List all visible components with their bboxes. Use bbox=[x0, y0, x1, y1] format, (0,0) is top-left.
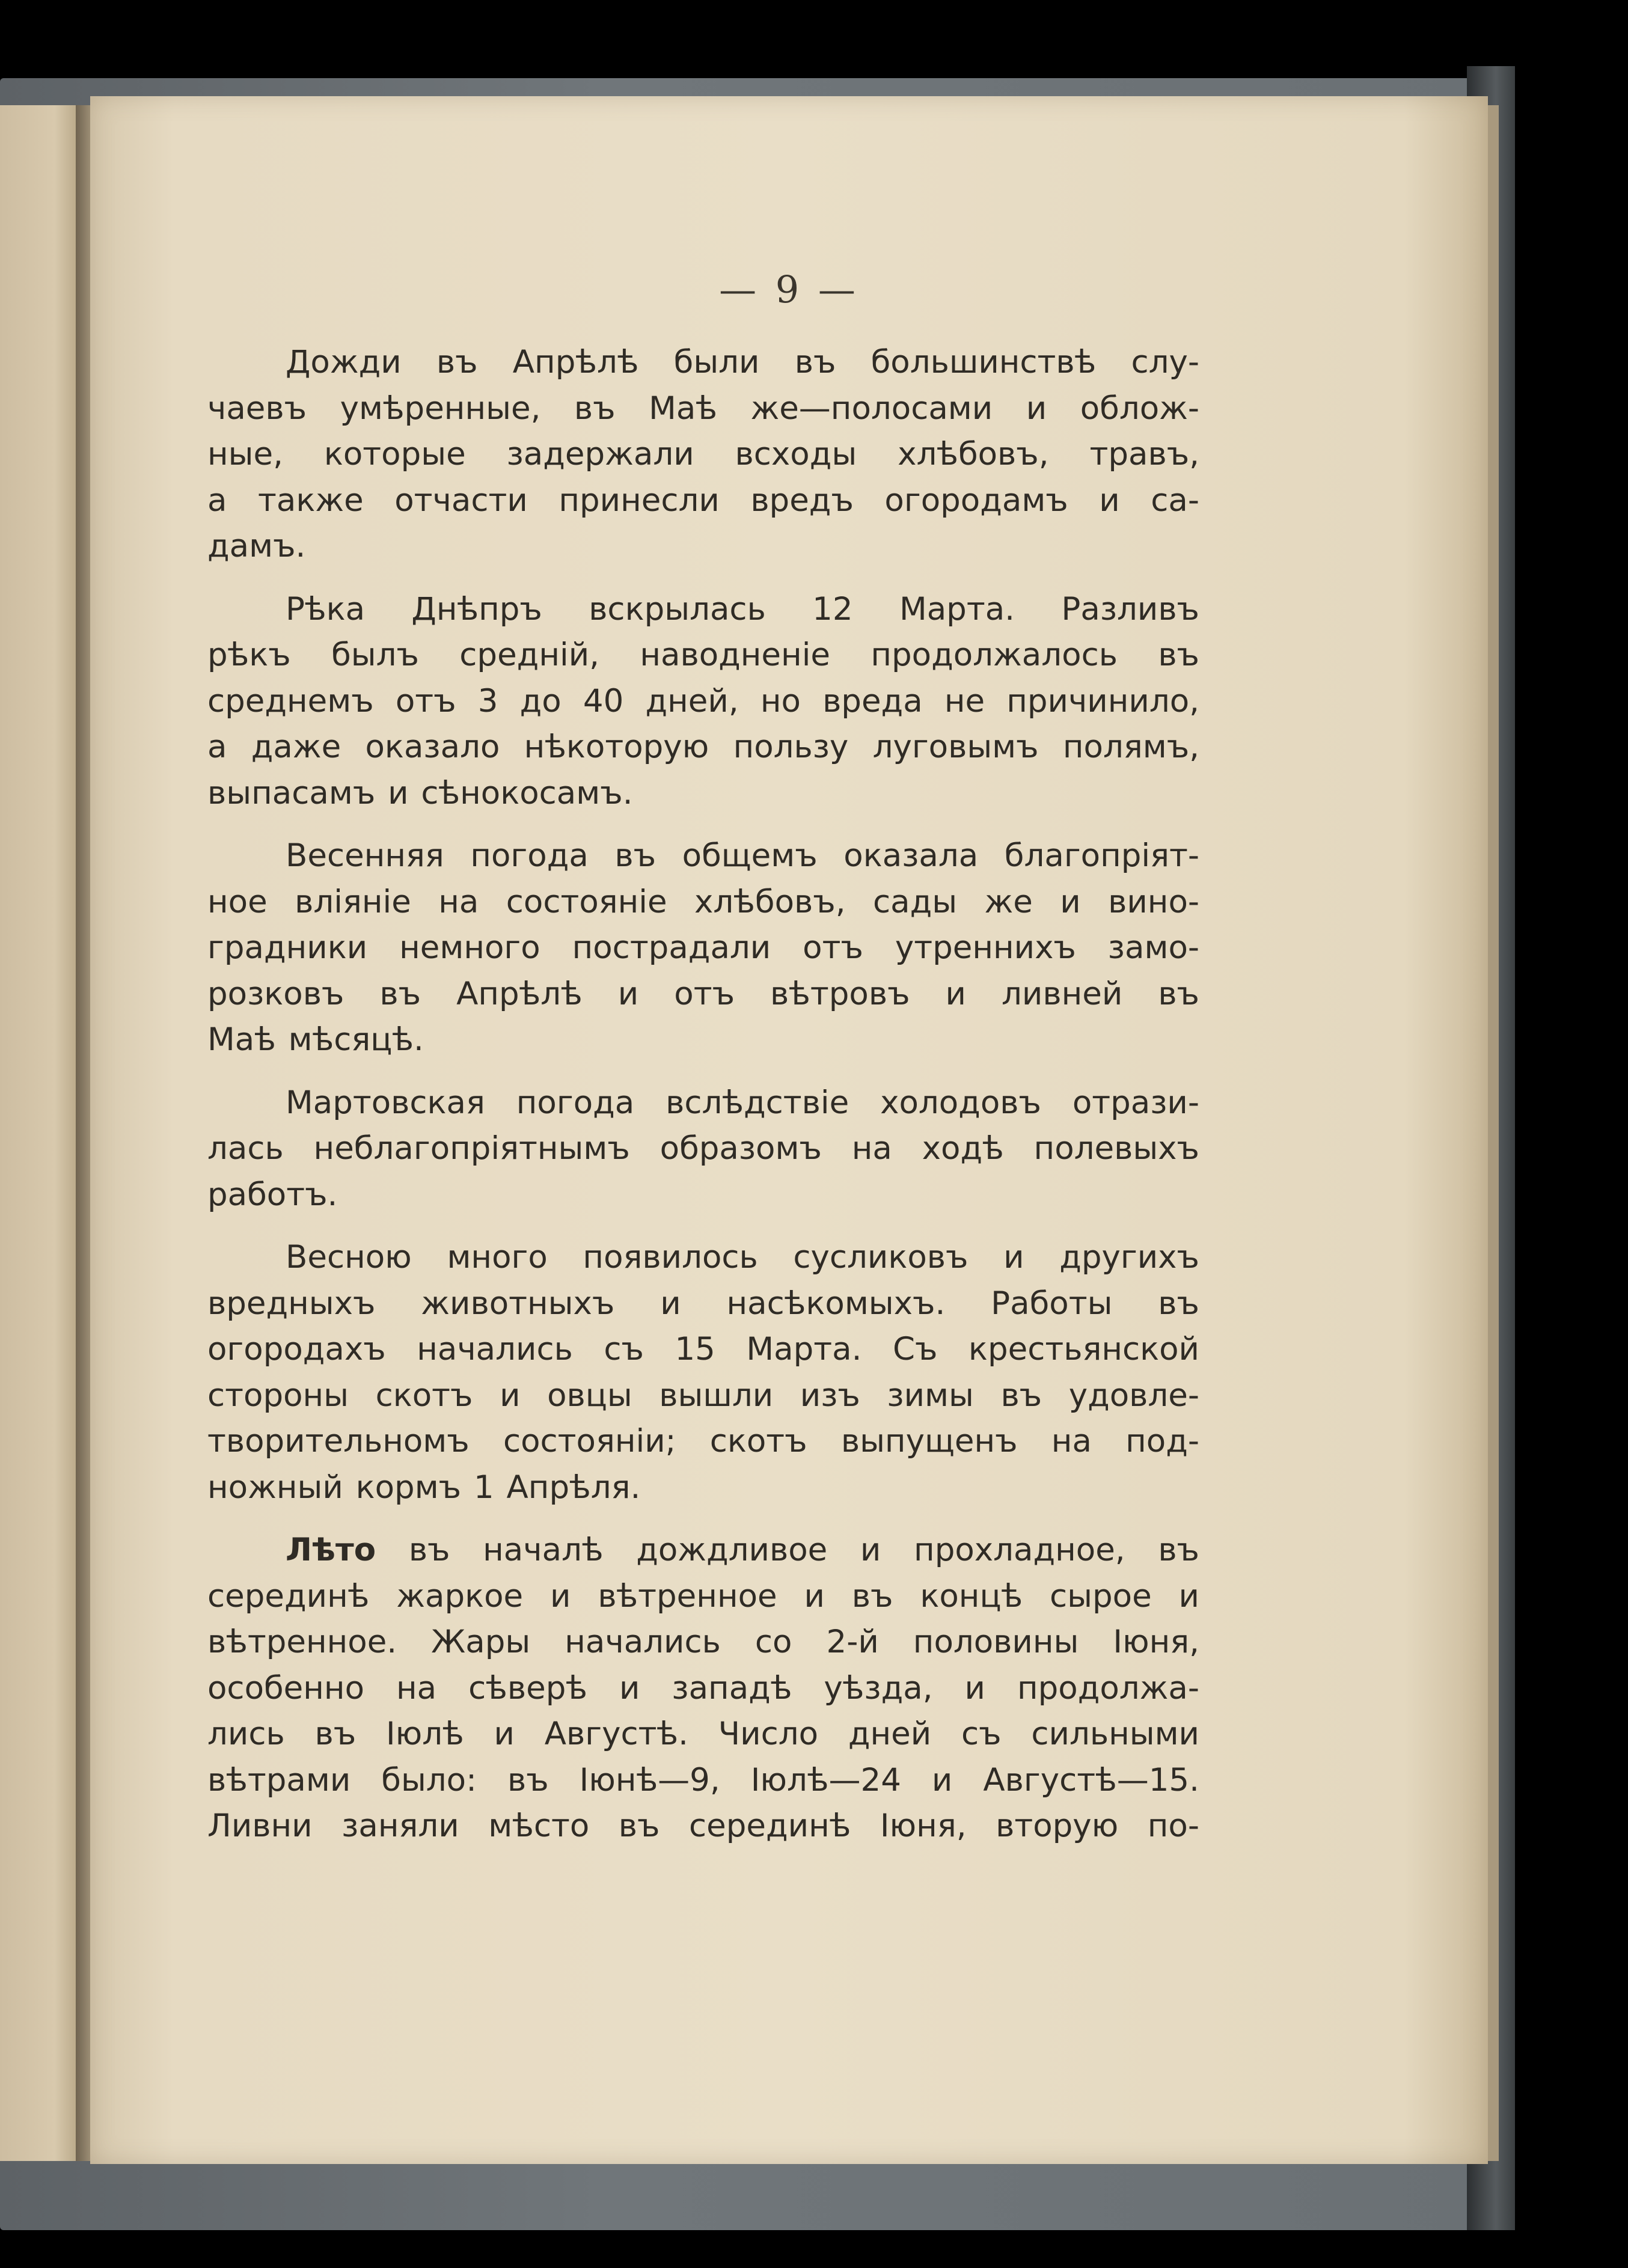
text-line: Мартовская погода вслѣдствiе холодовъ отрази- bbox=[286, 1084, 1199, 1121]
text-line bbox=[207, 1527, 1199, 1574]
paragraph bbox=[207, 1235, 1199, 1511]
paragraph bbox=[207, 1080, 1199, 1218]
book-page bbox=[90, 96, 1488, 2164]
text-line: особенно на сѣверѣ и западѣ уѣзда, и продолжа- bbox=[207, 1669, 1199, 1707]
text-line: розковъ въ Апрѣлѣ и отъ вѣтровъ и ливней въ bbox=[207, 975, 1199, 1012]
text-line: а также отчасти принесли вредъ огородамъ и са- bbox=[207, 481, 1199, 519]
text-line: ные, которые задержали всходы хлѣбовъ, травъ, bbox=[207, 436, 1199, 472]
paragraph bbox=[207, 587, 1199, 817]
text-line: стороны скотъ и овцы вышли изъ зимы въ удовле- bbox=[207, 1377, 1199, 1414]
text-line: а даже оказало нѣкоторую пользу луговымъ полямъ, bbox=[207, 729, 1199, 765]
paragraph bbox=[207, 833, 1199, 1063]
text-line: лась неблагопрiятнымъ образомъ на ходѣ полевыхъ bbox=[207, 1130, 1199, 1167]
previous-page-edge bbox=[0, 105, 82, 2161]
section-lead-word: Лѣто bbox=[286, 1532, 376, 1568]
text-line: лись въ Iюлѣ и Августѣ. Число дней съ сильными bbox=[207, 1716, 1199, 1752]
page-number: — 9 — bbox=[719, 267, 859, 311]
text-line: среднемъ отъ 3 до 40 дней, но вреда не причинило, bbox=[207, 682, 1199, 720]
text-line: Весною много появилось сусликовъ и другихъ bbox=[286, 1239, 1199, 1276]
text-line: вѣтрами было: въ Iюнѣ—9, Iюлѣ—24 и Августѣ—15. bbox=[207, 1761, 1199, 1799]
text-line: выпасамъ и сѣнокосамъ. bbox=[207, 774, 633, 812]
text-line: Дожди въ Апрѣлѣ были въ большинствѣ слу- bbox=[286, 344, 1199, 381]
text-line: чаевъ умѣренные, въ Маѣ же—полосами и облож- bbox=[207, 390, 1199, 427]
text-line: вредныхъ животныхъ и насѣкомыхъ. Работы въ bbox=[207, 1285, 1199, 1322]
text-line: градники немного пострадали отъ утреннихъ замо- bbox=[207, 929, 1199, 966]
text-line: серединѣ жаркое и вѣтренное и въ концѣ сырое и bbox=[207, 1577, 1199, 1615]
text-line: Ливни заняли мѣсто въ серединѣ Iюня, вторую по- bbox=[207, 1808, 1199, 1844]
text-run: въ началѣ дождливое и прохладное, въ bbox=[376, 1532, 1199, 1568]
text-line: дамъ. bbox=[207, 528, 306, 564]
text-line: Маѣ мѣсяцѣ. bbox=[207, 1021, 424, 1058]
page-stack-edge bbox=[1488, 105, 1499, 2161]
text-line: ножный кормъ 1 Апрѣля. bbox=[207, 1469, 641, 1506]
text-line: работъ. bbox=[207, 1176, 338, 1213]
paragraph bbox=[207, 340, 1199, 570]
text-line: рѣкъ былъ среднiй, наводненiе продолжалось въ bbox=[207, 637, 1199, 673]
page-body bbox=[207, 340, 1199, 1866]
text-line: вѣтренное. Жары начались со 2-й половины Iюня, bbox=[207, 1624, 1199, 1660]
text-line: ное влiянiе на состоянiе хлѣбовъ, сады же и вино- bbox=[207, 883, 1199, 920]
paragraph bbox=[207, 1527, 1199, 1850]
text-line: огородахъ начались съ 15 Марта. Съ крестьянской bbox=[207, 1331, 1199, 1368]
text-line: творительномъ состоянiи; скотъ выпущенъ на под- bbox=[207, 1423, 1199, 1460]
text-line: Рѣка Днѣпръ вскрылась 12 Марта. Разливъ bbox=[286, 590, 1199, 628]
text-line: Весенняя погода въ общемъ оказала благопрiят- bbox=[286, 837, 1199, 874]
